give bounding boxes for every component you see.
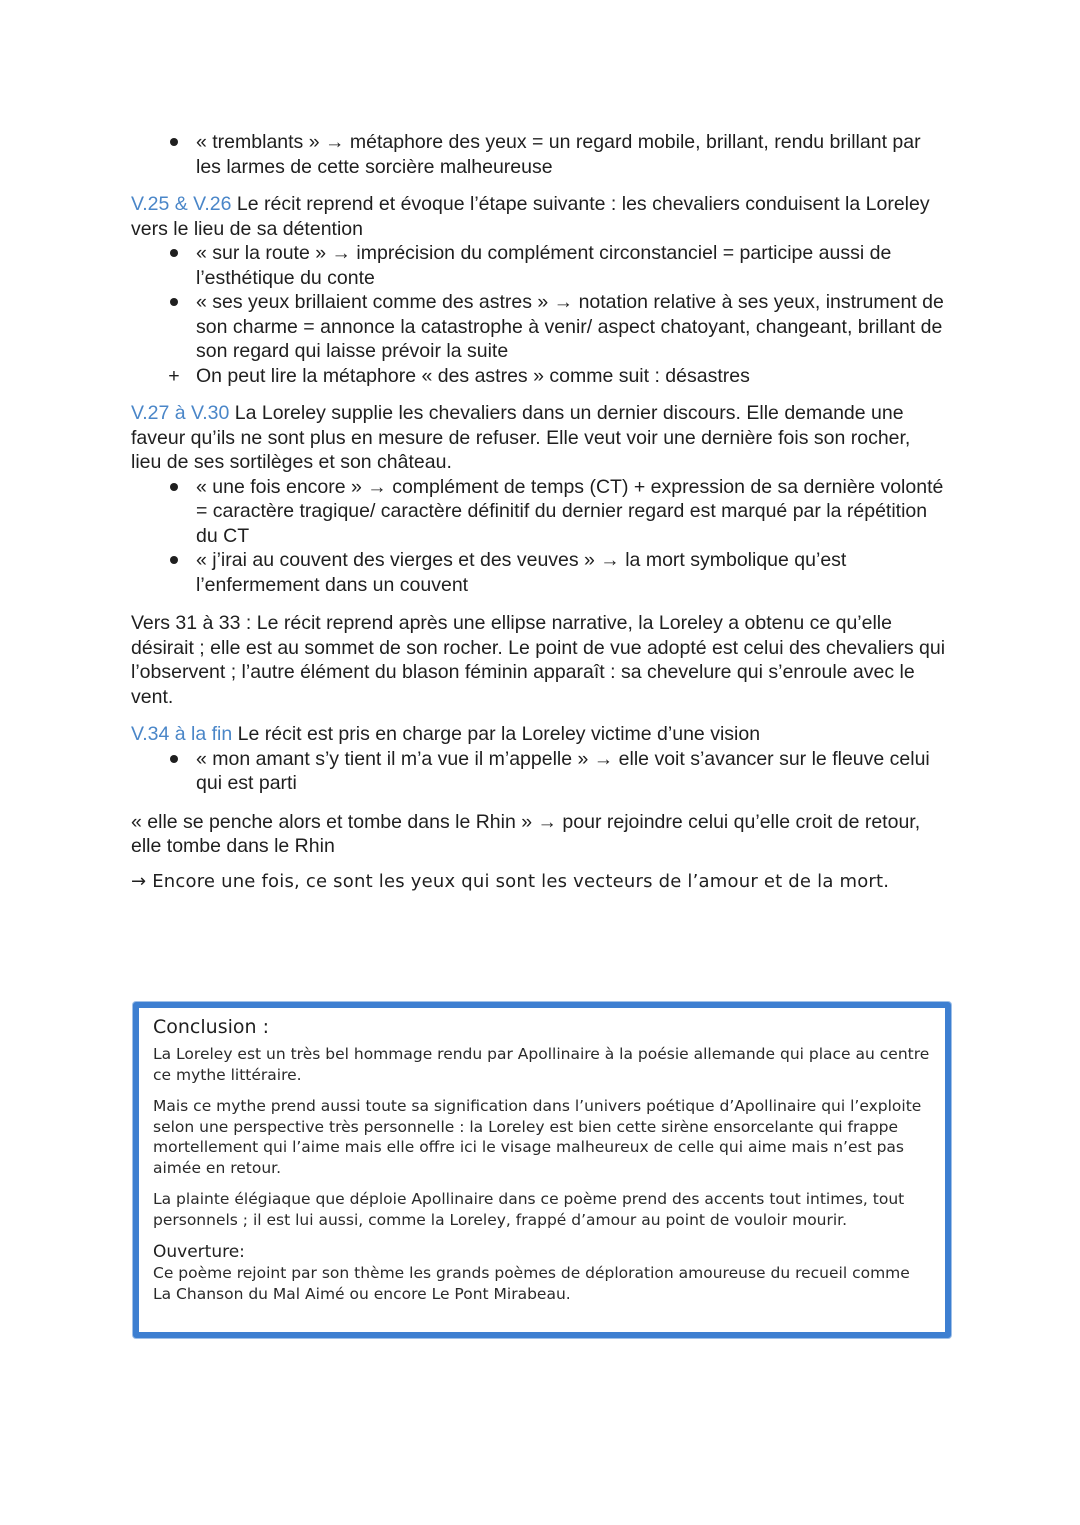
arrow-conclusion-line: → Encore une fois, ce sont les yeux qui sont les vecteurs de l’amour et de la mort. bbox=[131, 870, 890, 892]
list-item bbox=[131, 130, 946, 179]
plus-marker: + bbox=[168, 364, 180, 387]
section-v25-heading bbox=[131, 192, 946, 241]
page-content bbox=[131, 130, 946, 894]
bullet-text: « j’irai au couvent des vierges et des veuves » → la mort symbolique qu’est l’enfermement dans un couvent bbox=[196, 549, 847, 596]
section-v34-heading bbox=[131, 722, 946, 747]
bullet-text: « sur la route » → imprécision du complément circonstanciel = participe aussi de l’esthétique du conte bbox=[196, 242, 892, 289]
bullet-icon bbox=[167, 548, 181, 573]
v25-bullet-list bbox=[131, 241, 946, 388]
bullet-text: « une fois encore » → complément de temps (CT) + expression de sa dernière volonté = caractère tragique/ caractère définitif du dernier regard est marqué par la répétition du CT bbox=[196, 475, 944, 547]
verse-ref: V.34 à la fin bbox=[131, 723, 233, 745]
v27-bullet-list bbox=[131, 475, 946, 598]
bullet-text: « mon amant s’y tient il m’a vue il m’appelle » → elle voit s’avancer sur le fleuve celui qui est parti bbox=[196, 747, 930, 794]
conclusion-paragraph: La plainte élégiaque que déploie Apollinaire dans ce poème prend des accents tout intimes, tout personnels ; il est lui aussi, comme la Loreley, frappé d’amour au point de vouloir mourir. bbox=[153, 1190, 905, 1229]
list-item bbox=[131, 290, 946, 364]
conclusion-box bbox=[133, 1002, 951, 1338]
section-text: Le récit est pris en charge par la Loreley victime d’une vision bbox=[232, 723, 761, 745]
conclusion-paragraph: La Loreley est un très bel hommage rendu par Apollinaire à la poésie allemande qui place au centre ce mythe littéraire. bbox=[153, 1045, 930, 1084]
bullet-icon bbox=[167, 475, 181, 500]
verse-ref: V.27 à V.30 bbox=[131, 402, 230, 424]
bullet-text: On peut lire la métaphore « des astres » comme suit : désastres bbox=[196, 364, 750, 387]
section-text: Le récit reprend et évoque l’étape suivante : les chevaliers conduisent la Loreley vers le lieu de sa détention bbox=[131, 193, 930, 240]
list-item bbox=[131, 364, 946, 389]
conclusion-title: Conclusion : bbox=[153, 1016, 269, 1038]
ouverture-title: Ouverture: bbox=[153, 1242, 245, 1262]
bullet-text: « ses yeux brillaient comme des astres » → notation relative à ses yeux, instrument de son charme = annonce la catastrophe à venir/ aspect chatoyant, changeant, brillant de son regard qui laisse prévoir la suite bbox=[196, 291, 944, 362]
verse-ref: V.25 & V.26 bbox=[131, 193, 232, 215]
list-item bbox=[131, 475, 946, 549]
section-v27-heading bbox=[131, 401, 946, 475]
list-item bbox=[131, 241, 946, 290]
v24-bullet-list bbox=[131, 130, 946, 179]
bullet-icon bbox=[167, 241, 181, 266]
list-item bbox=[131, 548, 946, 597]
bullet-text: « tremblants » → métaphore des yeux = un regard mobile, brillant, rendu brillant par les larmes de cette sorcière malheureuse bbox=[196, 131, 921, 178]
conclusion-paragraph: Mais ce mythe prend aussi toute sa signification dans l’univers poétique d’Apollinaire qui l’exploite selon une perspective très personnelle : la Loreley est bien cette sirène ensorcelante qui frappe mortellement qui l’aime mais elle offre ici le visage malheureux de celle qui aime mais n’est pas aimée en retour. bbox=[153, 1097, 922, 1177]
bullet-icon bbox=[167, 747, 181, 772]
section-text: La Loreley supplie les chevaliers dans un dernier discours. Elle demande une faveur qu’ils ne sont plus en mesure de refuser. Elle veut voir une dernière fois son rocher, lieu de ses sortilèges et son château. bbox=[131, 402, 911, 473]
bullet-icon bbox=[167, 290, 181, 315]
ouverture-text: Ce poème rejoint par son thème les grands poèmes de déploration amoureuse du recueil comme La Chanson du Mal Aimé ou encore Le Pont Mirabeau. bbox=[153, 1264, 910, 1303]
list-item bbox=[131, 747, 946, 796]
v34-bullet-list bbox=[131, 747, 946, 796]
quote-paragraph: « elle se penche alors et tombe dans le Rhin » → pour rejoindre celui qu’elle croit de retour, elle tombe dans le Rhin bbox=[131, 810, 921, 857]
bullet-icon bbox=[167, 130, 181, 155]
section-v31-paragraph: Vers 31 à 33 : Le récit reprend après une ellipse narrative, la Loreley a obtenu ce qu’elle désirait ; elle est au sommet de son rocher. Le point de vue adopté est celui des chevaliers qui l’observent ; l’autre élément du blason féminin apparaît : sa chevelure qui s’enroule avec le vent. bbox=[131, 612, 946, 708]
